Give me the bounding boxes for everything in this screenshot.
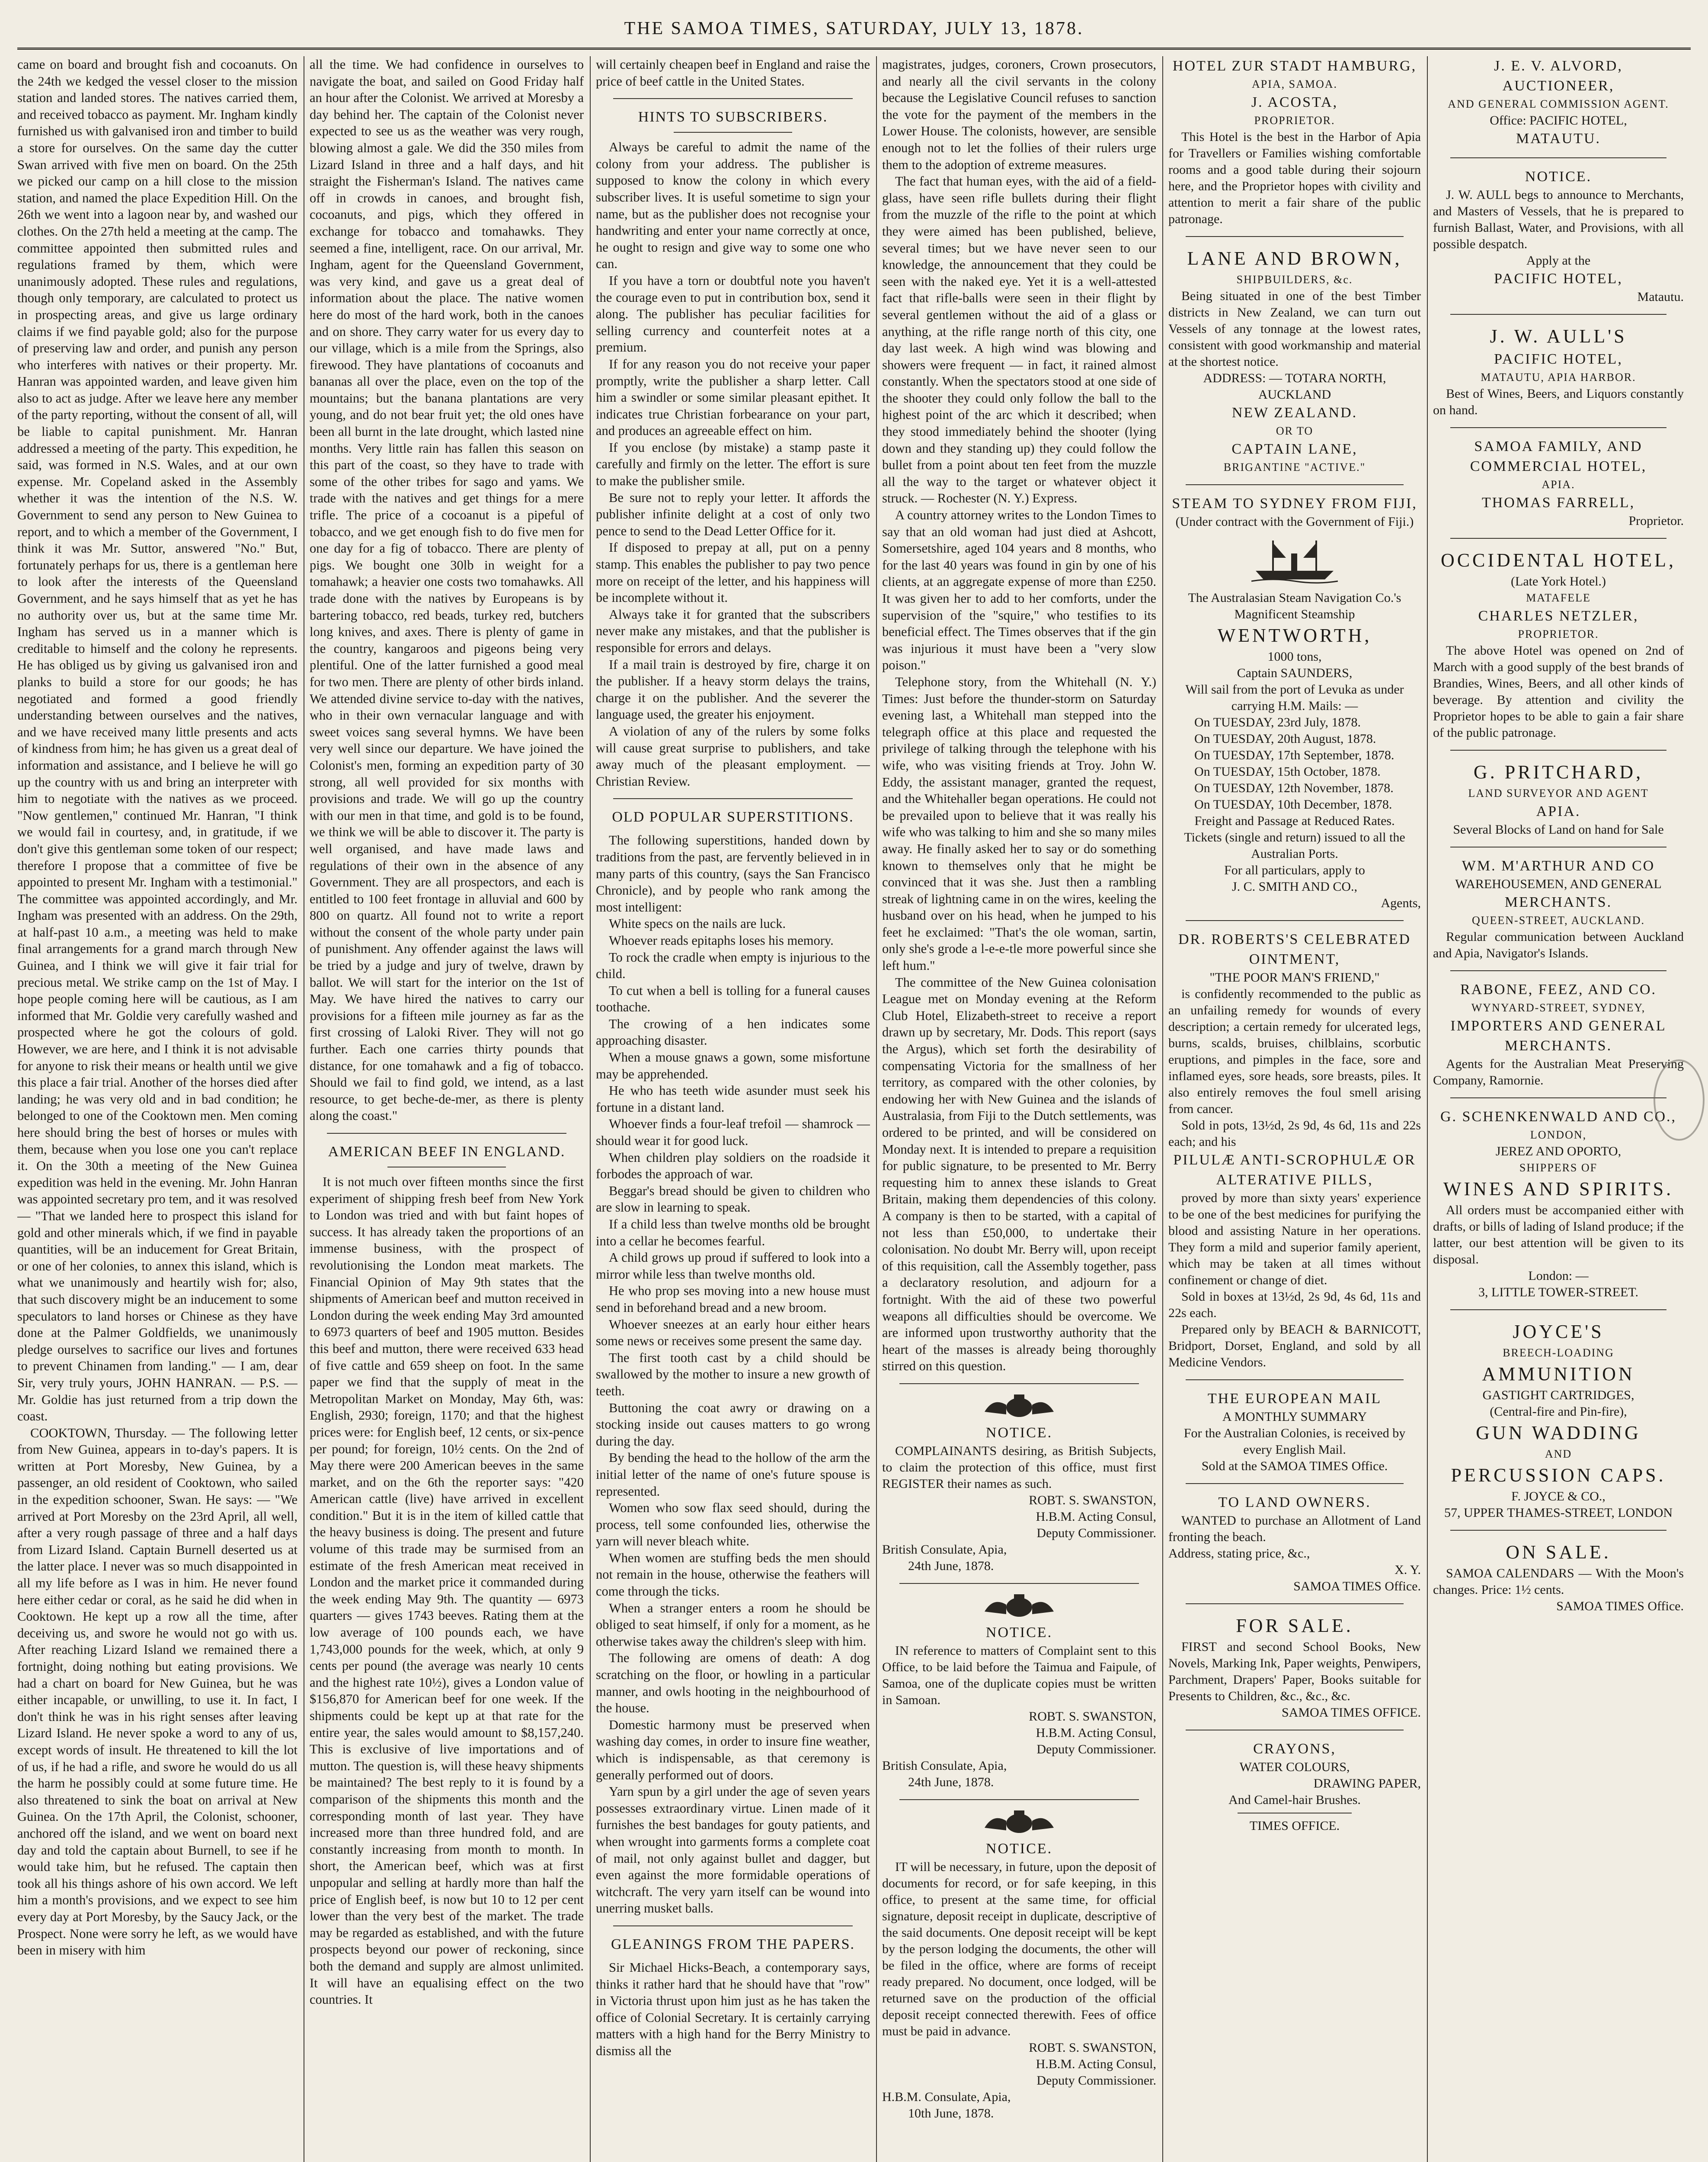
ad-text: SAMOA TIMES Office. [1556,1599,1684,1613]
article-paragraph: When children play soldiers on the roadside it forbodes the approach of war. [596,1150,870,1182]
ad-title: JOYCE'S [1513,1321,1604,1342]
notice-date: 24th June, 1878. [908,1775,994,1789]
article-headline: GLEANINGS FROM THE PAPERS. [611,1936,855,1952]
ad-subtitle: LAND SURVEYOR AND AGENT [1468,787,1649,800]
article-paragraph: Yarn spun by a girl under the age of seven years possesses extraordinary virtue. Linen made of it furnishes the best bandages for gouty patients, and when wrought into garments forms a complete coat of mail, not only against bullet and dagger, but even against the more formidable operations of witchcraft. The very yarn itself can be wound into unerring musket balls. [596,1784,870,1916]
notice-ad [882,1593,1156,1791]
royal-arms-icon [976,1593,1062,1618]
on-sale-ad [1433,1539,1684,1615]
ad-agent: Agents, [1381,896,1421,910]
for-sale-ad [1168,1613,1421,1721]
ad-owner: THOMAS FARRELL, [1481,495,1635,511]
section-rule [1186,1483,1404,1484]
ad-title: RABONE, FEEZ, AND CO. [1460,982,1657,998]
notice-title: NOTICE. [985,1624,1053,1641]
article-paragraph: The following are omens of death: A dog scratching on the floor, or howling in a particular manner, and owls hooting in the neighbourhood of the house. [596,1650,870,1716]
notice-signature: Deputy Commissioner. [1036,2073,1156,2088]
ad-text: For all particulars, apply to [1224,863,1365,877]
ad-text: proved by more than sixty years' experience to be one of the best medicines for purifying the blood and assisting Nature in her operations. They form a mild and superior family aperient, which may be taken at all times without confinement or change of diet. [1168,1191,1421,1287]
sailing-date: On TUESDAY, 10th December, 1878. [1194,797,1392,812]
article-paragraph: A violation of any of the rulers by some folks will cause great surprise to publishers, and take away much of the pleasant employment. — Christian Review. [596,723,870,789]
notice-signature: Deputy Commissioner. [1036,1526,1156,1540]
notice-date: 10th June, 1878. [908,2106,994,2120]
section-rule [613,98,853,99]
ad-text: All orders must be accompanied either with drafts, or bills of lading of Island produce; if the latter, our best attention will be given to its disposal. [1433,1203,1684,1266]
article-paragraph: came on board and brought fish and cocoanuts. On the 24th we kedged the vessel closer to the mission station and landed stores. The natives carried them, and received tobacco as payment. Mr. Ingham kindly furnished us with galvanised iron and timber to build a store for ourselves. On the same day the cutter Swan arrived with five men on board. On the 25th we picked our camp on a hill close to the mission station, and named the place Expedition Hill. On the 26th we went into a lagoon near by, and washed our clothes. On the 27th held a meeting at the camp. The committee appointed then submitted rules and regulations framed by them, which were unanimously adopted. These rules and regulations, though only temporary, are calculated to protect us in prospecting areas, and give us large ordinary claims if we find payable gold; also for the purpose of preserving law and order, and punish any person who interferes with natives or their property. Mr. Hanran was appointed warden, and leave given him also to act as judge. After we leave here any member of the party reporting, without the consent of all, will be liable to capital punishment. Mr. Hanran addressed a meeting of the party. This expedition, he said, was formed in N.S. Wales, and at our own expense. Mr. Copeland asked in the Assembly whether it was the intention of the N.S. W. Government to send any person to New Guinea to report, and to which a member of the Government, I think it was Mr. Suttor, answered "No." But, fortunately perhaps for us, there is a gentleman here to look after the interests of the Queensland Government, and he says himself that as yet he has no authority over us, but at the same time Mr. Ingham has served us in a manner which is creditable to himself and the colony he represents. He has obliged us by giving us galvanised iron and planks to build a store for our goods; he has negotiated and formed a good friendly understanding between ourselves and the natives, and we have received many little presents and acts of kindness from him; he has given us a great deal of information and assistance, and I believe he will go up the country with us and bring an interpreter with him to negotiate with the natives as we proceed. "Now gentlemen," continued Mr. Hanran, "I think we would fail in courtesy, and, in gratitude, if we don't give this gentleman some token of our respect; therefore I propose that a committee of five be appointed to present Mr. Ingham with a testimonial." The committee was appointed accordingly, and Mr. Ingham was presented with an address. On the 29th, at half-past 10 a.m., a meeting was held to make final arrangements for a grand march through New Guinea, and I think we will give it fair trial for precious metal. We strike camp on the 1st of May. I hope people coming here will be cautious, as I am informed that Mr. Goldie very carefully washed and prospected where he got the colours of gold. However, we are here, and I think it is not advisable for anyone to risk their means or health until we give this place a fair trial. Another of the horses died after landing; he was very old and in bad condition; he belonged to one of the Cooktown men. Men coming here should bring the best of horses or mules with them, because when you lose one you can't replace it. On the 30th a meeting of the New Guinea expedition was held in the evening. Mr. John Hanran was appointed secretary pro tem, and it was resolved — "That we landed here to prospect this island for gold and other minerals which, if we find in payable quantities, will be an inducement for Great Britain, or one of her colonies, to annex this island, which is what we unanimously and heartily wish for; also, that such discovery might be an inducement to some speculators to land horses or Chinese as they have done at the Palmer Goldfields, we unanimously pledge ourselves to sacrifice our lives and fortunes to prevent Chinamen from landing." — I am, dear Sir, very truly yours, JOHN HANRAN. — P.S. — Mr. Goldie has just returned from a trip down the coast. [17,57,297,1424]
ad-text: The above Hotel was opened on 2nd of March with a good supply of the best brands of Brandies, Wines, Beers, and all other kinds of beverage. By attention and civility the Proprietor hopes to be able to gain a fair share of the public patronage. [1433,643,1684,740]
column-2 [310,56,584,2162]
masthead [17,9,1691,50]
notice-signature: ROBT. S. SWANSTON, [1029,1709,1156,1724]
section-rule [1450,157,1666,158]
section-rule [327,1133,566,1134]
library-stamp [1654,1059,1705,1141]
ad-title: THE EUROPEAN MAIL [1207,1391,1382,1407]
notice-signature: ROBT. S. SWANSTON, [1029,2040,1156,2055]
ad-text: X. Y. [1395,1563,1421,1577]
notice-place: British Consulate, Apia, [882,1758,1007,1773]
ad-subtitle: (Late York Hotel.) [1511,574,1606,588]
notice-title: NOTICE. [985,1424,1053,1441]
ad-subtitle: PROPRIETOR. [1518,628,1599,640]
aulls-hotel-ad [1433,323,1684,419]
ad-address: OR TO [1276,425,1314,437]
ad-title: HOTEL ZUR STADT HAMBURG, [1172,58,1417,74]
section-rule [899,1799,1139,1800]
ad-text: SAMOA TIMES Office. [1293,1579,1421,1593]
lane-brown-ad [1168,246,1421,476]
article-paragraph: When a mouse gnaws a gown, some misfortune may be apprehended. [596,1050,870,1081]
ad-text: Sold in boxes at 13½d, 2s 9d, 4s 6d, 11s and 22s each. [1168,1289,1421,1320]
marthur-ad [1433,856,1684,962]
article-paragraph: all the time. We had confidence in ourselves to navigate the boat, and sailed on Good Friday half an hour after the Colonist. We arrived at Moresby a day behind her. The captain of the Colonist never expected to see us as the weather was very rough, blowing almost a gale. We did the 350 miles from Lizard Island in three and a half days, and hit straight the Fisherman's Island. The natives came off in crowds in canoes, and brought fish, cocoanuts, and pigs, which they offered in exchange for tobacco and tomahawks. They seemed a fine, intelligent, race. On our arrival, Mr. Ingham, agent for the Queensland Government, was very kind, and gave us a great deal of information about the place. The native women here do most of the hard work, both in the canoes and on shore. They carry water for us every day to our village, which is a mile from the Springs, also firewood. They have plantations of cocoanuts and bananas all over the place, even on the top of the mountains; but the banana plantations are very young, and do not bear fruit yet; the old ones have been all burnt in the late drought, which lasted nine months. Very little rain has fallen this season on this part of the coast, so they have to trade with some of the other tribes for sago and yams. We trade with the natives and get things for a mere trifle. The price of a cocoanut is a pipeful of tobacco, and we get enough fish to do five men for one day for a fig of tobacco. There are plenty of pigs. We bought one 30lb in weight for a tomahawk; a heavier one costs two tomahawks. All trade done with the natives by Europeans is by bartering tobacco, red beads, turkey red, butchers long knives, and axes. There is plenty of game in the country, kangaroos and pigeons being very plentiful. One of the latter furnished a good meal for two men. There are plenty of other birds inland. We attended divine service to-day with the natives, who in their own vernacular language and with sweet voices sang several hymns. We have been very well since our departure. We have joined the Colonist's men, forming an expedition party of 30 strong, all well provided for six months with provisions and trade. We will go up the country with our men in that time, and gold is to be found, we think we will be able to discover it. The party is well organised, and have made laws and regulations of their own in the absence of any Government. They are all prospectors, and each is entitled to 100 feet frontage in alluvial and 600 by 800 on quartz. All found not to write a report without the consent of the whole party under pain of punishment. Any offender against the laws will be tried by a judge and jury of twelve, drawn by ballot. We will start for the interior on the 1st of May. We have hired the natives to carry our provisions for a fifteen mile journey as far as the first crossing of Laloki River. They will not go further. Each one carries thirty pounds that distance, for one tomahawk and a fig of tobacco. Should we fail to find gold, we intend, as a last resource, to get beche-de-mer, as there is plenty along the coast." [310,57,584,1123]
section-rule [613,798,853,799]
ad-text: Several Blocks of Land on hand for Sale [1453,822,1664,837]
ad-subtitle: PROPRIETOR. [1254,114,1335,127]
ad-text: Apply at the [1526,253,1591,268]
alvord-ad [1433,56,1684,149]
section-rule [1450,1309,1666,1310]
ad-title: FOR SALE. [1236,1615,1353,1636]
ad-title: STEAM TO SYDNEY FROM FIJI, [1172,496,1417,512]
notice-signature: H.B.M. Acting Consul, [1036,1509,1156,1524]
ad-subtitle: APIA. [1536,803,1581,819]
article-paragraph: To rock the cradle when empty is injurious to the child. [596,950,870,982]
ad-text: Sold in pots, 13½d, 2s 9d, 4s 6d, 11s and 22s each; and his [1168,1118,1421,1149]
section-rule [1450,970,1666,971]
ad-text: J. W. AULL begs to announce to Merchants, and Masters of Vessels, that he is prepared to furnish Ballast, Water, and Provisions, with all possible despatch. [1433,188,1684,251]
land-owners-ad [1168,1493,1421,1595]
column-rule [1162,56,1163,2162]
ad-subtitle: WAREHOUSEMEN, AND GENERAL [1455,877,1662,891]
column-3 [596,56,870,2162]
article-headline: HINTS TO SUBSCRIBERS. [638,109,828,125]
schenkenwald-ad [1433,1107,1684,1301]
section-rule [1450,847,1666,848]
ad-address: BRIGANTINE "ACTIVE." [1223,461,1366,473]
sailing-date: On TUESDAY, 12th November, 1878. [1194,781,1394,795]
notice-text: IT will be necessary, in future, upon the deposit of documents for record, or for safe keeping, in this office, to present at the same time, for official signature, deposit receipt in duplicate, descriptive of the said documents. One deposit receipt will be kept by the person lodging the documents, the other will be filed in the office, where are forms of receipt ready prepared. No document, once lodged, will be returned save on the production of the official deposit receipt connected therewith. Fees of office must be paid in advance. [882,1859,1156,2038]
ad-owner: F. JOYCE & CO., [1511,1489,1606,1503]
ad-text: Sold at the SAMOA TIMES Office. [1201,1459,1388,1473]
ad-subtitle: (Central-fire and Pin-fire), [1490,1404,1627,1419]
ad-text: SAMOA TIMES OFFICE. [1281,1705,1421,1720]
ad-subtitle: AMMUNITION [1482,1363,1635,1385]
article-paragraph: will certainly cheapen beef in England and raise the price of beef cattle in the United States. [596,57,870,89]
section-rule [1186,236,1404,237]
hotel-hamburg-ad [1168,56,1421,227]
ad-title: LANE AND BROWN, [1187,248,1402,269]
ad-title: NOTICE. [1525,169,1592,185]
ad-subtitle: SHIPPERS OF [1519,1161,1598,1174]
column-5 [1168,56,1421,2162]
ad-title: G. SCHENKENWALD AND CO., [1440,1109,1677,1125]
ad-text: 3, LITTLE TOWER-STREET. [1478,1285,1638,1299]
ad-text: Agents for the Australian Meat Preserving Company, Ramornie. [1433,1057,1684,1087]
section-rule [1186,484,1404,485]
sailing-date: On TUESDAY, 17th September, 1878. [1194,748,1395,762]
ad-text: London: — [1528,1269,1589,1283]
ad-text: Regular communication between Auckland and Apia, Navigator's Islands. [1433,930,1684,960]
article-paragraph: The fact that human eyes, with the aid of a field-glass, have seen rifle bullets during their flight from the muzzle of the rifle to the point at which they were aimed has been published, believe, several times; but we have never seen to our knowledge, the announcement that they could be seen with the naked eye. Yet it is a well-attested fact that rifle-balls were seen in their flight by several gentlemen without the aid of a glass or anything, at the rifle range north of this city, one day last week. A high wind was blowing and showers were frequent — in fact, it rained almost constantly. When the spectators stood at one side of the shooter they could only follow the ball to the highest point of the arc which it described; when they stood immediately behind the shooter (lying down and they standing up) they could follow the bullet from a point about ten feet from the muzzle all the way to the target or whatever object it struck. — Rochester (N. Y.) Express. [882,174,1156,506]
article-paragraph: Sir Michael Hicks-Beach, a contemporary says, thinks it rather hard that he should have that "row" in Victoria thrust upon him just as he has taken the office of Colonial Secretary. It is certainly carrying matters with a high hand for the Berry Ministry to dismiss all the [596,1960,870,2058]
ad-subtitle: APIA. [1542,478,1575,491]
column-rule [1427,56,1428,2162]
notice-signature: Deputy Commissioner. [1036,1742,1156,1756]
notice-date: 24th June, 1878. [908,1558,994,1573]
column-rule [876,56,877,2162]
article-paragraph: If you have a torn or doubtful note you haven't the courage even to put in contribution box, send it along. The publisher has peculiar facilities for selling currency and counterfeit notes at a premium. [596,273,870,355]
ad-text: WATER COLOURS, [1239,1760,1350,1774]
notice-ad [882,1809,1156,2122]
ad-owner: CHARLES NETZLER, [1478,608,1639,624]
article-paragraph: When women are stuffing beds the men should not remain in the house, otherwise the feathers will come through the ticks. [596,1550,870,1599]
article-paragraph: By bending the head to the hollow of the arm the initial letter of the name of one's future spouse is represented. [596,1450,870,1499]
ad-address: 57, UPPER THAMES-STREET, LONDON [1444,1506,1673,1520]
article-paragraph: Always take it for granted that the subscribers never make any mistakes, and that the publisher is responsible for errors and delays. [596,607,870,655]
column-4 [882,56,1156,2162]
ad-subtitle: AND [1545,1448,1572,1460]
section-rule [1450,314,1666,315]
article-paragraph: To cut when a bell is tolling for a funeral causes toothache. [596,983,870,1015]
short-rule [674,132,792,133]
ad-text: PACIFIC HOTEL, [1494,271,1623,287]
ad-text: For the Australian Colonies, is received by every English Mail. [1183,1426,1406,1457]
ad-subtitle: APIA, SAMOA. [1251,78,1338,90]
ad-title: DR. ROBERTS'S CELEBRATED OINTMENT, [1178,931,1411,967]
sailing-date: On TUESDAY, 15th October, 1878. [1194,764,1381,779]
ad-address: ADDRESS: — TOTARA NORTH, AUCKLAND [1203,371,1386,402]
ad-text: And Camel-hair Brushes. [1228,1793,1361,1807]
ad-subtitle: GUN WADDING [1476,1422,1641,1443]
royal-arms-icon [976,1393,1062,1419]
ad-subtitle: MATAFELE [1526,592,1591,604]
article-paragraph: When a stranger enters a room he should be obliged to seat himself, if only for a moment, as he otherwise takes away the children's sleep with him. [596,1600,870,1649]
notice-ad [882,1393,1156,1574]
ad-subtitle: PACIFIC HOTEL, [1494,351,1623,367]
european-mail-ad [1168,1389,1421,1474]
article-paragraph: magistrates, judges, coroners, Crown prosecutors, and nearly all the civil servants in the colony because the Legislative Council refuses to sanction the vote for the payment of the members in the Lower House. The colonists, however, are sensible enough not to let the follies of their rulers urge them to the adoption of extreme measures. [882,57,1156,172]
ad-text: 1000 tons, [1267,649,1322,664]
crayons-ad [1168,1739,1421,1834]
ad-subtitle: QUEEN-STREET, AUCKLAND. [1471,914,1645,927]
ad-address: NEW ZEALAND. [1231,405,1358,421]
article-paragraph: Telephone story, from the Whitehall (N. Y.) Times: Just before the thunder-storm on Saturday evening last, a Whitehall man stepped into the telegraph office at this place and requested the privilege of talking through the telephone with his wife, who was visiting friends at Troy. John W. Eddy, the assistant manager, granted the request, and the Whitehaller began operations. He could not be prevailed upon to believe that it was really his wife who was talking to him and she so many miles away. He finally asked her to say or do something known to themselves only that he might be convinced that it was she. Just then a rambling streak of lightning came in on the wires, keeling the husband over on his head, when he jumped to his feet he exclaimed: "That's the ole woman, sartin, only she's grode a l-e-e-tle more powerful since she left hum." [882,674,1156,973]
article-paragraph: Whoever sneezes at an early hour either hears some news or receives some present the same day. [596,1317,870,1349]
section-rule [613,1925,853,1926]
ad-text: SAMOA CALENDARS — With the Moon's changes. Price: 1½ cents. [1433,1566,1684,1597]
ad-title: G. PRITCHARD, [1473,761,1644,783]
article-paragraph: If you enclose (by mistake) a stamp paste it carefully and firmly on the letter. The effort is sure to make the publisher smile. [596,440,870,489]
masthead-title: THE SAMOA TIMES, SATURDAY, JULY 13, 1878. [624,19,1084,38]
notice-title: NOTICE. [985,1840,1053,1857]
article-paragraph: A child grows up proud if suffered to look into a mirror while less than twelve months old. [596,1250,870,1282]
article-paragraph: Whoever reads epitaphs loses his memory. [609,933,834,948]
ad-subtitle: Proprietor. [1628,514,1684,528]
article-paragraph: Buttoning the coat awry or drawing on a stocking inside out causes matters to go wrong during the day. [596,1400,870,1449]
article-paragraph: If a mail train is destroyed by fire, charge it on the publisher. If a heavy storm delays the trains, charge it on the publisher. And the severer the language used, the greater his enjoyment. [596,657,870,722]
section-rule [1450,750,1666,751]
article-paragraph: Beggar's bread should be given to children who are slow in learning to speak. [596,1183,870,1215]
ad-text: Address, stating price, &c., [1168,1546,1310,1561]
article-paragraph: Domestic harmony must be preserved when washing day comes, in order to insure fine weather, which is indispensable, as that ceremony is generally performed out of doors. [596,1717,870,1782]
ad-text: DRAWING PAPER, [1313,1776,1421,1791]
ad-title: OCCIDENTAL HOTEL, [1440,550,1676,571]
pritchard-ad [1433,759,1684,838]
article-paragraph: It is not much over fifteen months since the first experiment of shipping fresh beef from New York to London was tried and with but faint hopes of success. It has already taken the proportions of an immense business, with the prospect of revolutionising the London meat markets. The Financial Opinion of May 9th states that the shipments of American beef and mutton received in London during the week ending May 3rd amounted to 6973 quarters of beef and 1905 mutton. Besides this beef and mutton, there were received 633 head of five cattle and 659 sheep on foot. In the same paper we find that the supply of meat in the Metropolitan Market on Monday, May 6th, was: English, 2930; foreign, 1170; and that the highest prices were: for English beef, 12 cents, or six-pence per pound; for foreign, 10½ cents. On the 2nd of May there were 200 American beeves in the same market, and on the 6th the reporter says: "420 American cattle (live) have arrived in excellent condition." But it is in the item of killed cattle that the heavy business is doing. The present and future volume of this trade may be surmised from an estimate of the fresh American meat received in London and the market price it commanded during the week ending May 9th. The quantity — 6973 quarters — gives 1743 beeves. Rating them at the low average of 100 pounds each, we have 1,743,000 pounds for the week, which, at only 9 cents per pound (the average was nearly 10 cents and the highest rate 10½), gives a London value of $156,870 for American beef for one week. If the shipments could be kept up at that rate for the entire year, the sales would amount to $8,157,240. This is exclusive of live importations and of mutton. The question is, will these heavy shipments be maintained? The best reply to it is found by a comparison of the shipments this month and the corresponding month of last year. They have increased more than three hundred fold, and are constantly increasing from month to month. In short, the American beef, which was at first unpopular and selling at hardly more than half the price of English beef, is now but 10 to 12 per cent lower than the very best of the market. The trade may be regarded as established, and with the future prospects beyond our power of reckoning, since both the demand and supply are almost unlimited. It will have an equalising effect on the two countries. It [310,1174,584,2007]
ad-text: The Australasian Steam Navigation Co.'s Magnificent Steamship [1188,591,1401,621]
ad-text: TIMES OFFICE. [1249,1819,1340,1833]
article-paragraph: If for any reason you do not receive your paper promptly, write the publisher a sharp letter. Call him a swindler or some similar pleasant epithet. It indicates true Christian forbearance on your part, and produces an agreeable effect on him. [596,356,870,438]
notice-signature: ROBT. S. SWANSTON, [1029,1493,1156,1507]
article-paragraph: He who prop ses moving into a new house must send in beforehand bread and a new broom. [596,1283,870,1315]
sailing-date: On TUESDAY, 20th August, 1878. [1194,732,1376,746]
ad-address: CAPTAIN LANE, [1231,441,1358,457]
article-paragraph: White specs on the nails are luck. [609,916,786,931]
article-paragraph: COOKTOWN, Thursday. — The following letter from New Guinea, appears in to-day's papers. It is written at Port Moresby, New Guinea, by a passenger, an old resident of Cooktown, who sailed in the expedition schooner, Swan. He says: — "We arrived at Port Moresby on the 23rd April, all well, after a very rough passage of three and a half days from Lizard Island. Captain Burnell deserted us at the latter place. I never was so much disappointed in all my life before as I was in him. He never found here either cedar or coral, as he said he did when in Cooktown. He kept up a row all the time, after deceiving us, and swore he would not go with us. After reaching Lizard Island we remained there a fortnight, doing nothing but eating provisions. We had a chart on board for New Guinea, but he was either incapable, or unwilling, to use it. In fact, I don't think he was in his right senses after leaving Lizard Island. He never spoke a word to any of us, except words of insult. He threatened to kill the lot of us, if he had a rifle, and swore he would do us all the harm he possibly could at some future time. He also threatened to sink the boat on arrival at New Guinea. On the 17th April, the Colonist, schooner, anchored off the island, and we went on board next day and told the captain about Burnell, to see if he would take him, but he refused. The captain then took all his things ashore of his own accord. We left him a month's provisions, and we expect to see him every day at Port Moresby, by the Saucy Jack, or the Prospect. None were sorry he left, as we would have been in misery with him [17,1425,297,1958]
sailing-date: On TUESDAY, 23rd July, 1878. [1194,715,1361,729]
rabone-ad [1433,980,1684,1089]
article-paragraph: Always be careful to admit the name of the colony from your address. The publisher is supposed to know the colony in which every subscriber lives. It is useful sometime to sign your name, but as the publisher does not recognise your handwriting and enter your name correctly at once, he ought to resign and give way to some one who can. [596,140,870,272]
ad-text: Best of Wines, Beers, and Liquors constantly on hand. [1433,387,1684,417]
ad-subtitle: AND GENERAL COMMISSION AGENT. [1448,98,1669,110]
ad-subtitle: PERCUSSION CAPS. [1451,1465,1666,1486]
ad-subtitle: (Under contract with the Government of Fiji.) [1175,515,1414,529]
ad-subtitle: JEREZ AND OPORTO, [1495,1144,1622,1158]
royal-arms-icon [976,1809,1062,1835]
section-rule [1450,427,1666,428]
ad-subtitle: SHIPBUILDERS, &c. [1236,273,1353,286]
ad-subtitle: A MONTHLY SUMMARY [1222,1410,1367,1424]
aull-notice-ad [1433,167,1684,305]
ad-title: TO LAND OWNERS. [1218,1494,1371,1510]
notice-signature: H.B.M. Acting Consul, [1036,1725,1156,1740]
ad-title: PILULÆ ANTI-SCROPHULÆ OR ALTERATIVE PILLS, [1173,1152,1416,1188]
section-rule [899,1383,1139,1384]
article-headline: OLD POPULAR SUPERSTITIONS. [612,809,854,825]
ad-agent: J. C. SMITH AND CO., [1231,880,1358,894]
article-paragraph: Be sure not to reply your letter. It affords the publisher infinite delight at a cost of only two pence to send to the Dead Letter Office for it. [596,490,870,538]
ad-subtitle: AUCTIONEER, [1502,78,1615,94]
column-rule [590,56,591,2162]
ad-subtitle: "THE POOR MAN'S FRIEND," [1209,970,1380,985]
section-rule [1186,920,1404,921]
ad-text: Matautu. [1637,290,1684,304]
ad-text: Freight and Passage at Reduced Rates. [1194,814,1395,828]
section-rule [1450,538,1666,539]
ad-text: is confidently recommended to the public as an unfailing remedy for wounds of every description; a certain remedy for ulcerated legs, burns, scalds, bruises, chilblains, scorbutic eruptions, and pimples in the face, sore and inflamed eyes, sore heads, sore breasts, piles. It also entirely removes the foul smell arising from cancer. [1168,987,1421,1116]
notice-place: British Consulate, Apia, [882,1542,1007,1557]
article-paragraph: If a child less than twelve months old be brought into a cellar he becomes fearful. [596,1217,870,1248]
notice-signature: H.B.M. Acting Consul, [1036,2056,1156,2071]
ad-title: J. W. AULL'S [1490,326,1627,347]
ship-name: WENTWORTH, [1217,625,1372,646]
ad-text: Captain SAUNDERS, [1237,666,1353,680]
article-headline: AMERICAN BEEF IN ENGLAND. [328,1144,566,1160]
ad-title: SAMOA FAMILY, AND COMMERCIAL HOTEL, [1470,438,1647,474]
ad-text: FIRST and second School Books, New Novels, Marking Ink, Paper weights, Penwipers, Parchment, Drapers' Paper, Books suitable for Presents to Children, &c., &c., &c. [1168,1640,1421,1703]
column-6 [1433,56,1684,2162]
article-paragraph: The first tooth cast by a child should be swallowed by the mother to insure a new growth of teeth. [596,1350,870,1398]
ointment-ad [1168,930,1421,1371]
ad-subtitle: MERCHANTS. [1504,894,1612,910]
section-rule [1450,1097,1666,1098]
ad-subtitle: BREECH-LOADING [1503,1346,1614,1359]
joyce-ad [1433,1319,1684,1521]
ad-subtitle: MATAUTU, APIA HARBOR. [1481,371,1636,384]
article-paragraph: The crowing of a hen indicates some approaching disaster. [596,1016,870,1048]
article-paragraph: He who has teeth wide asunder must seek his fortune in a distant land. [596,1083,870,1115]
occidental-hotel-ad [1433,547,1684,741]
steamship-ad [1168,494,1421,911]
ad-subtitle: LONDON, [1530,1129,1587,1141]
ad-subtitle: IMPORTERS AND GENERAL MERCHANTS. [1450,1018,1666,1054]
ad-title: WM. M'ARTHUR AND CO [1462,858,1655,874]
ad-text: Prepared only by BEACH & BARNICOTT, Bridport, Dorset, England, and sold by all Medicine Vendors. [1168,1322,1421,1369]
section-rule [1186,1379,1404,1380]
article-paragraph: A country attorney writes to the London Times to say that an old woman had just died at Ashcott, Somersetshire, aged 104 years and 8 months, who for the last 40 years was found in gin by one of his clients, at an aggregate expense of more than £250. It was given her to add to her comforts, under the supervision of the "squire," who testifies to its beneficial effect. The Times observes that if the gin was injurious it must have been a "very slow poison." [882,508,1156,673]
ad-subtitle: WYNYARD-STREET, SYDNEY, [1471,1001,1646,1014]
ad-text: Will sail from the port of Levuka as under carrying H.M. Mails: — [1185,682,1404,713]
article-paragraph: The following superstitions, handed down by traditions from the past, are fervently believed in in many parts of this country, (says the San Francisco Chronicle), and by people who rank among the most intelligent: [596,833,870,915]
family-hotel-ad [1433,437,1684,529]
steamship-icon [1251,536,1338,584]
ad-title: ON SALE. [1506,1542,1611,1563]
notice-text: IN reference to matters of Complaint sent to this Office, to be laid before the Taimua and Faipule, of Samoa, one of the duplicate copies must be written in Samoan. [882,1643,1156,1707]
ad-subtitle: GASTIGHT CARTRIDGES, [1482,1388,1634,1402]
notice-text: COMPLAINANTS desiring, as British Subjects, to claim the protection of this office, must first REGISTER their names as such. [882,1443,1156,1491]
ad-text: Office: PACIFIC HOTEL, [1490,113,1627,128]
ad-text: Being situated in one of the best Timber districts in New Zealand, we can turn out Vessels of any tonnage at the lowest rates, consistent with good workmanship and material at the shortest notice. [1168,289,1421,369]
notice-place: H.B.M. Consulate, Apia, [882,2089,1011,2104]
article-paragraph: The committee of the New Guinea colonisation League met on Monday evening at the Reform Club Hotel, Elizabeth-street to receive a report drawn up by secretary, Mr. Dods. This report (says the Argus), which set forth the desirability of compensating Victoria for the smallness of her territory, as compared with the other colonies, by endowing her with New Guinea and the islands of Australasia, from Fiji to the Dutch settlements, was ordered to be printed, and will be considered on Monday next. It is intended to prepare a requisition for public signature, to be presented to Mr. Berry requesting him to annex these islands to Great Britain, making them dependencies of this colony. A company is then to be started, with a capital of not less than £50,000, to undertake their colonisation. No doubt Mr. Berry will, upon receipt of this requisition, call the Assembly together, pass a declaratory resolution, and adjourn for a fortnight. With the aid of these two powerful weapons all difficulties should be overcome. We are informed upon trustworthy authority that the heart of the masses is already being thoroughly stirred on this question. [882,975,1156,1374]
article-paragraph: If disposed to prepay at all, put on a penny stamp. This enables the publisher to pay two pence more on receipt of the letter, and his happiness will be incomplete without it. [596,540,870,605]
ad-owner: J. ACOSTA, [1251,94,1338,110]
section-rule [1186,1603,1404,1604]
column-1 [17,56,297,2162]
article-paragraph: Whoever finds a four-leaf trefoil — shamrock — should wear it for good luck. [596,1116,870,1148]
article-paragraph: Women who sow flax seed should, during the process, tell some confounded lies, otherwise the yarn will never bleach white. [596,1500,870,1549]
section-rule [899,1583,1139,1584]
ad-subtitle: WINES AND SPIRITS. [1443,1178,1674,1199]
ad-text: MATAUTU. [1516,131,1601,147]
ad-text: Tickets (single and return) issued to all the Australian Ports. [1184,830,1405,861]
section-rule [1450,1530,1666,1531]
ad-text: This Hotel is the best in the Harbor of Apia for Travellers or Families wishing comfortable rooms and a good table during their sojourn here, and the Proprietor hopes with civility and attention to merit a fair share of the public patronage. [1168,130,1421,226]
ad-title: CRAYONS, [1253,1741,1336,1757]
ad-title: J. E. V. ALVORD, [1494,58,1623,74]
ad-text: WANTED to purchase an Allotment of Land fronting the beach. [1168,1513,1421,1544]
